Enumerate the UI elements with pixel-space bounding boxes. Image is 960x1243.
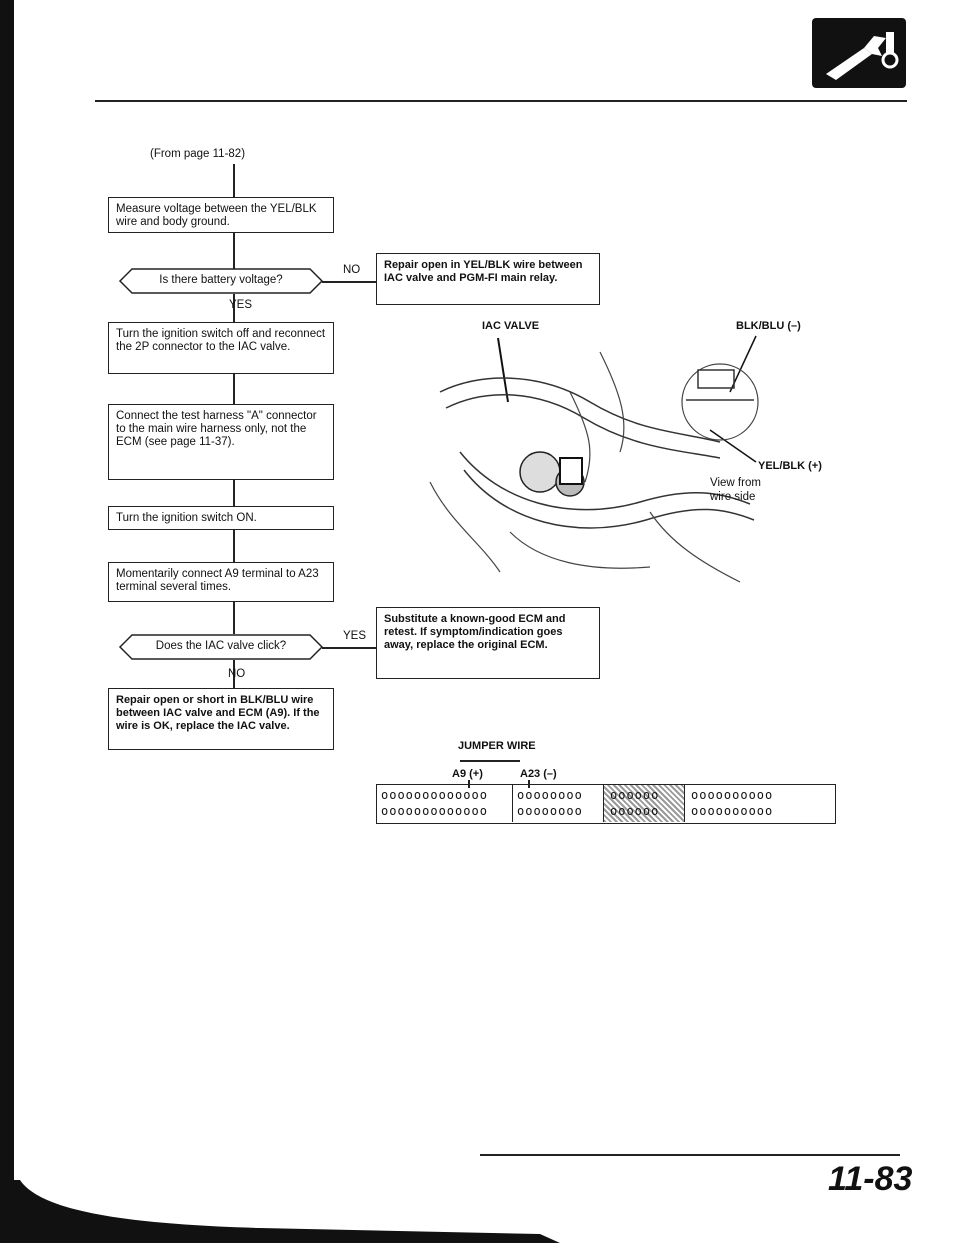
- flow-connector: [322, 281, 376, 283]
- action-substitute-ecm: Substitute a known-good ECM and retest. If symptom/indication goes away, replace the original ECM.: [376, 607, 600, 679]
- jumper-wire-lead: [528, 780, 530, 788]
- footer-rule: [480, 1154, 900, 1156]
- header-rule: [95, 100, 907, 102]
- step-measure-voltage: Measure voltage between the YEL/BLK wire and body ground.: [108, 197, 334, 233]
- a9-label: A9 (+): [452, 768, 483, 780]
- wire-side-label: wire side: [710, 491, 756, 503]
- connector-section-c: [604, 785, 685, 822]
- blk-blu-label: BLK/BLU (–): [736, 320, 801, 332]
- no-label: NO: [228, 668, 246, 680]
- flow-connector: [322, 647, 376, 649]
- pin-row: ooooooooooooo: [381, 788, 488, 802]
- pin-row: oooooooo: [517, 788, 583, 802]
- connector-section-b: [513, 785, 604, 822]
- jumper-wire-label: JUMPER WIRE: [458, 740, 536, 752]
- iac-valve-label: IAC VALVE: [482, 320, 540, 332]
- step-ignition-on: Turn the ignition switch ON.: [108, 506, 334, 530]
- flow-connector: [233, 374, 235, 404]
- jumper-wire-bracket: [460, 760, 520, 762]
- decision-battery-voltage-text: Is there battery voltage?: [159, 274, 283, 286]
- yel-blk-label: YEL/BLK (+): [758, 460, 822, 472]
- step-connect-a9-a23: Momentarily connect A9 terminal to A23 terminal several times.: [108, 562, 334, 602]
- connector-section-d: [685, 785, 835, 822]
- binding-edge: [0, 0, 14, 1243]
- action-repair-blk-blu: Repair open or short in BLK/BLU wire between IAC valve and ECM (A9). If the wire is OK, replace the IAC valve.: [108, 688, 334, 750]
- yes-label: YES: [343, 630, 367, 642]
- a23-label: A23 (–): [520, 768, 557, 780]
- step-connect-harness: Connect the test harness "A" connector to the main wire harness only, not the ECM (see page 11-37).: [108, 404, 334, 480]
- ecm-connector: [376, 784, 836, 824]
- connector-section-a: [377, 785, 513, 822]
- view-from-label: View from: [710, 477, 761, 489]
- pin-row: oooooooo: [517, 804, 583, 818]
- flow-connector: [233, 233, 235, 269]
- no-label: NO: [343, 264, 361, 276]
- page-number: 11-83: [828, 1160, 913, 1198]
- flow-connector: [233, 602, 235, 634]
- pin-row: oooooo: [610, 788, 660, 802]
- flow-connector: [233, 530, 235, 562]
- decision-iac-click-text: Does the IAC valve click?: [155, 640, 287, 652]
- yes-label: YES: [229, 299, 253, 311]
- flow-connector: [233, 480, 235, 506]
- flow-connector: [233, 164, 235, 198]
- wrench-tool-icon: [812, 18, 906, 88]
- pin-row: oooooooooo: [691, 804, 774, 818]
- jumper-wire-lead: [468, 780, 470, 788]
- pin-row: oooooooooo: [691, 788, 774, 802]
- step-reconnect-2p: Turn the ignition switch off and reconnect the 2P connector to the IAC valve.: [108, 322, 334, 374]
- pin-row: ooooooooooooo: [381, 804, 488, 818]
- action-repair-yel-blk: Repair open in YEL/BLK wire between IAC valve and PGM-FI main relay.: [376, 253, 600, 305]
- binding-edge-curve: [0, 1180, 560, 1243]
- pin-row: oooooo: [610, 804, 660, 818]
- from-page-label: (From page 11-82): [150, 148, 246, 160]
